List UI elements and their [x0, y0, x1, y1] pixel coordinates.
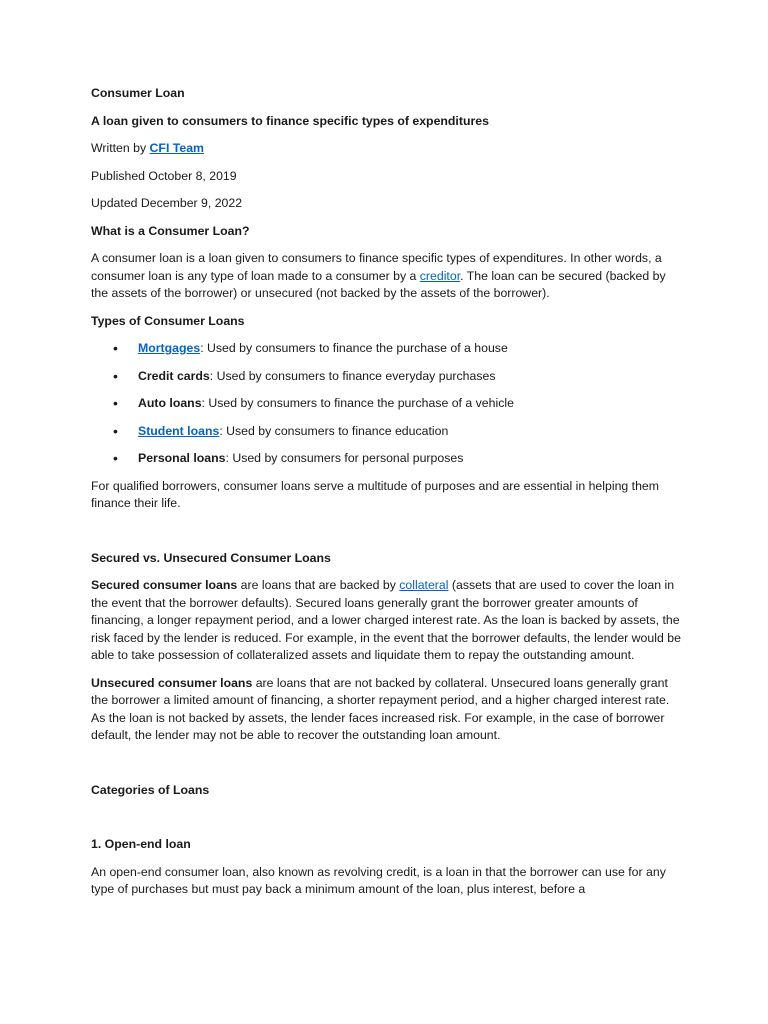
what-text-part-2: . The loan can be secured (backed by the assets of the borrower) or unsecured (not backed by the assets of the borrower). [91, 268, 666, 300]
secured-term: Secured consumer loans [91, 578, 238, 592]
what-text-part-1: A consumer loan is a loan given to consumers to finance specific types of expenditures. In other words, a consumer loan is any type of loan made to a consumer by a [91, 251, 662, 283]
document-body [91, 85, 681, 899]
open-end-paragraph: An open-end consumer loan, also known as revolving credit, is a loan in that the borrower can use for any type of purchases but must pay back a minimum amount of the loan, plus interest, before a [91, 864, 666, 896]
byline [91, 140, 681, 158]
unsecured-term: Unsecured consumer loans [91, 675, 253, 690]
updated-date: Updated December 9, 2022 [91, 196, 243, 210]
section-heading-categories: Categories of Loans [91, 782, 210, 797]
section-heading-what: What is a Consumer Loan? [91, 223, 250, 238]
published-date: Published October 8, 2019 [91, 168, 237, 183]
byline-prefix: Written by [91, 141, 150, 155]
list-item-term: Auto loans [138, 396, 202, 410]
list-item [91, 450, 681, 468]
list-item-desc: : Used by consumers for personal purposes [225, 451, 464, 465]
doc-title: Consumer Loan [91, 86, 185, 100]
section-heading-open-end: 1. Open-end loan [91, 837, 191, 851]
section-heading-secured: Secured vs. Unsecured Consumer Loans [91, 550, 331, 565]
list-item-desc: : Used by consumers to finance the purchase of a vehicle [201, 396, 514, 410]
list-item [91, 368, 681, 386]
collateral-link[interactable]: collateral [399, 578, 449, 592]
unsecured-paragraph [91, 675, 681, 745]
qualified-paragraph: For qualified borrowers, consumer loans serve a multitude of purposes and are essential in helping them finance their life. [91, 478, 660, 510]
types-list [91, 340, 681, 468]
list-item [91, 340, 681, 358]
author-link[interactable]: CFI Team [149, 141, 204, 155]
list-item-desc: : Used by consumers to finance everyday purchases [209, 368, 496, 383]
list-item [91, 423, 681, 441]
secured-text-part-2: (assets that are used to cover the loan in the event that the borrower defaults). Secured loans generally grant the borrower greater amounts of financing, a longer repayment period, and a lower charged interest rate. As the loan is backed by assets, the risk faced by the lender is reduced. For example, in the event that the borrower defaults, the lender would be able to take possession of collateralized assets and liquidate them to repay the outstanding amount. [91, 578, 681, 662]
list-item-desc: : Used by consumers to finance education [219, 423, 449, 438]
secured-text-part-1: are loans that are backed by [237, 578, 400, 592]
unsecured-text: are loans that are not backed by collateral. Unsecured loans generally grant the borrower a limited amount of financing, a shorter repayment period, and a higher charged interest rate. As the loan is not backed by assets, the lender faces increased risk. For example, in the case of borrower default, the lender may not be able to recover the outstanding loan amount. [91, 675, 670, 742]
student-loans-link[interactable]: Student loans [138, 423, 220, 438]
what-paragraph [91, 250, 681, 303]
secured-paragraph [91, 577, 681, 665]
section-heading-types: Types of Consumer Loans [91, 313, 245, 328]
doc-subtitle: A loan given to consumers to finance specific types of expenditures [91, 113, 489, 128]
creditor-link[interactable]: creditor [419, 268, 461, 283]
list-item [91, 395, 681, 413]
list-item-term: Personal loans [138, 451, 226, 465]
list-item-term: Credit cards [138, 368, 210, 383]
mortgages-link[interactable]: Mortgages [138, 341, 201, 355]
list-item-desc: : Used by consumers to finance the purchase of a house [200, 341, 508, 355]
